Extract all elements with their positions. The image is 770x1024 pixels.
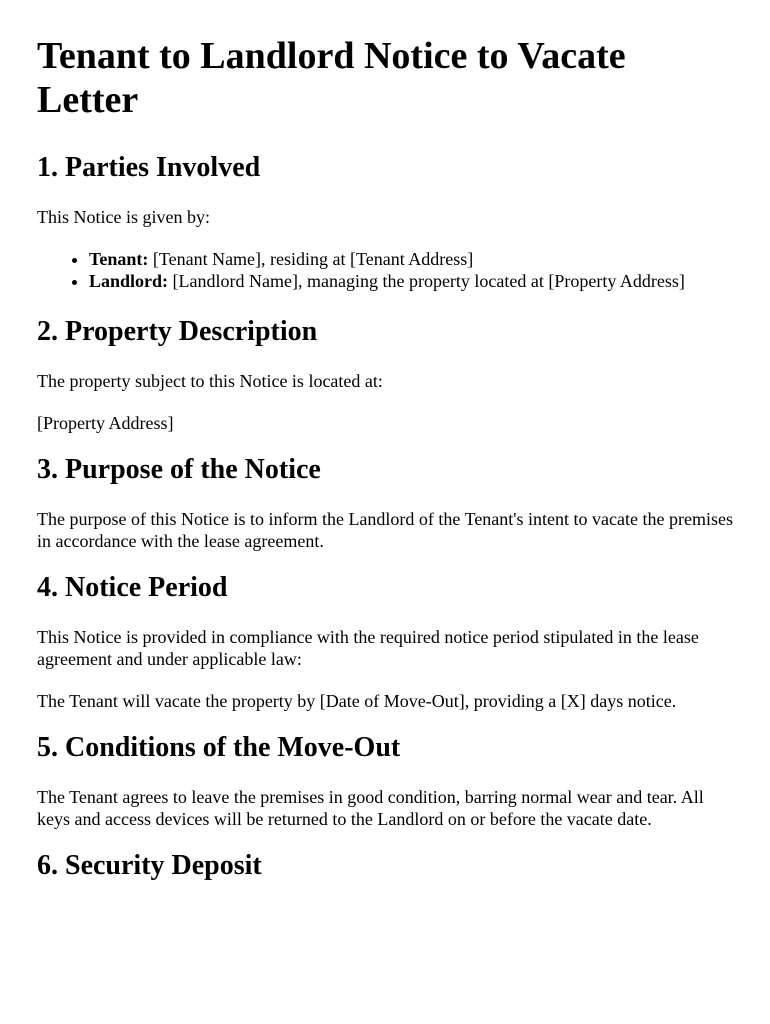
section-notice-period: [37, 572, 733, 712]
section-heading: 1. Parties Involved: [37, 152, 261, 183]
paragraph: The property subject to this Notice is located at:: [37, 371, 383, 391]
landlord-label: Landlord:: [89, 271, 169, 291]
list-item-landlord: [89, 270, 733, 292]
paragraph: [Property Address]: [37, 413, 174, 433]
section-heading: 3. Purpose of the Notice: [37, 454, 321, 485]
landlord-text: [Landlord Name], managing the property located at [Property Address]: [168, 271, 685, 291]
section-parties-involved: [37, 152, 733, 292]
parties-list: [37, 248, 733, 292]
section-heading: 4. Notice Period: [37, 572, 228, 603]
paragraph: This Notice is provided in compliance with the required notice period stipulated in the lease agreement and under applicable law:: [37, 627, 699, 669]
section-heading: 2. Property Description: [37, 316, 318, 347]
list-item-tenant: [89, 248, 733, 270]
section-conditions-move-out: [37, 732, 733, 830]
tenant-text: [Tenant Name], residing at [Tenant Address]: [148, 249, 474, 269]
section-intro: This Notice is given by:: [37, 207, 210, 227]
section-heading: 6. Security Deposit: [37, 850, 262, 881]
section-heading: 5. Conditions of the Move-Out: [37, 732, 401, 763]
paragraph: The Tenant will vacate the property by [Date of Move-Out], providing a [X] days notice.: [37, 691, 677, 711]
paragraph: The Tenant agrees to leave the premises in good condition, barring normal wear and tear. All keys and access devices will be returned to the Landlord on or before the vacate date.: [37, 787, 704, 829]
section-purpose-of-notice: [37, 454, 733, 552]
tenant-label: Tenant:: [89, 249, 149, 269]
section-security-deposit: [37, 850, 733, 882]
paragraph: The purpose of this Notice is to inform the Landlord of the Tenant's intent to vacate the premises in accordance with the lease agreement.: [37, 509, 733, 551]
document-title: Tenant to Landlord Notice to Vacate Letter: [37, 35, 626, 121]
section-property-description: [37, 316, 733, 434]
